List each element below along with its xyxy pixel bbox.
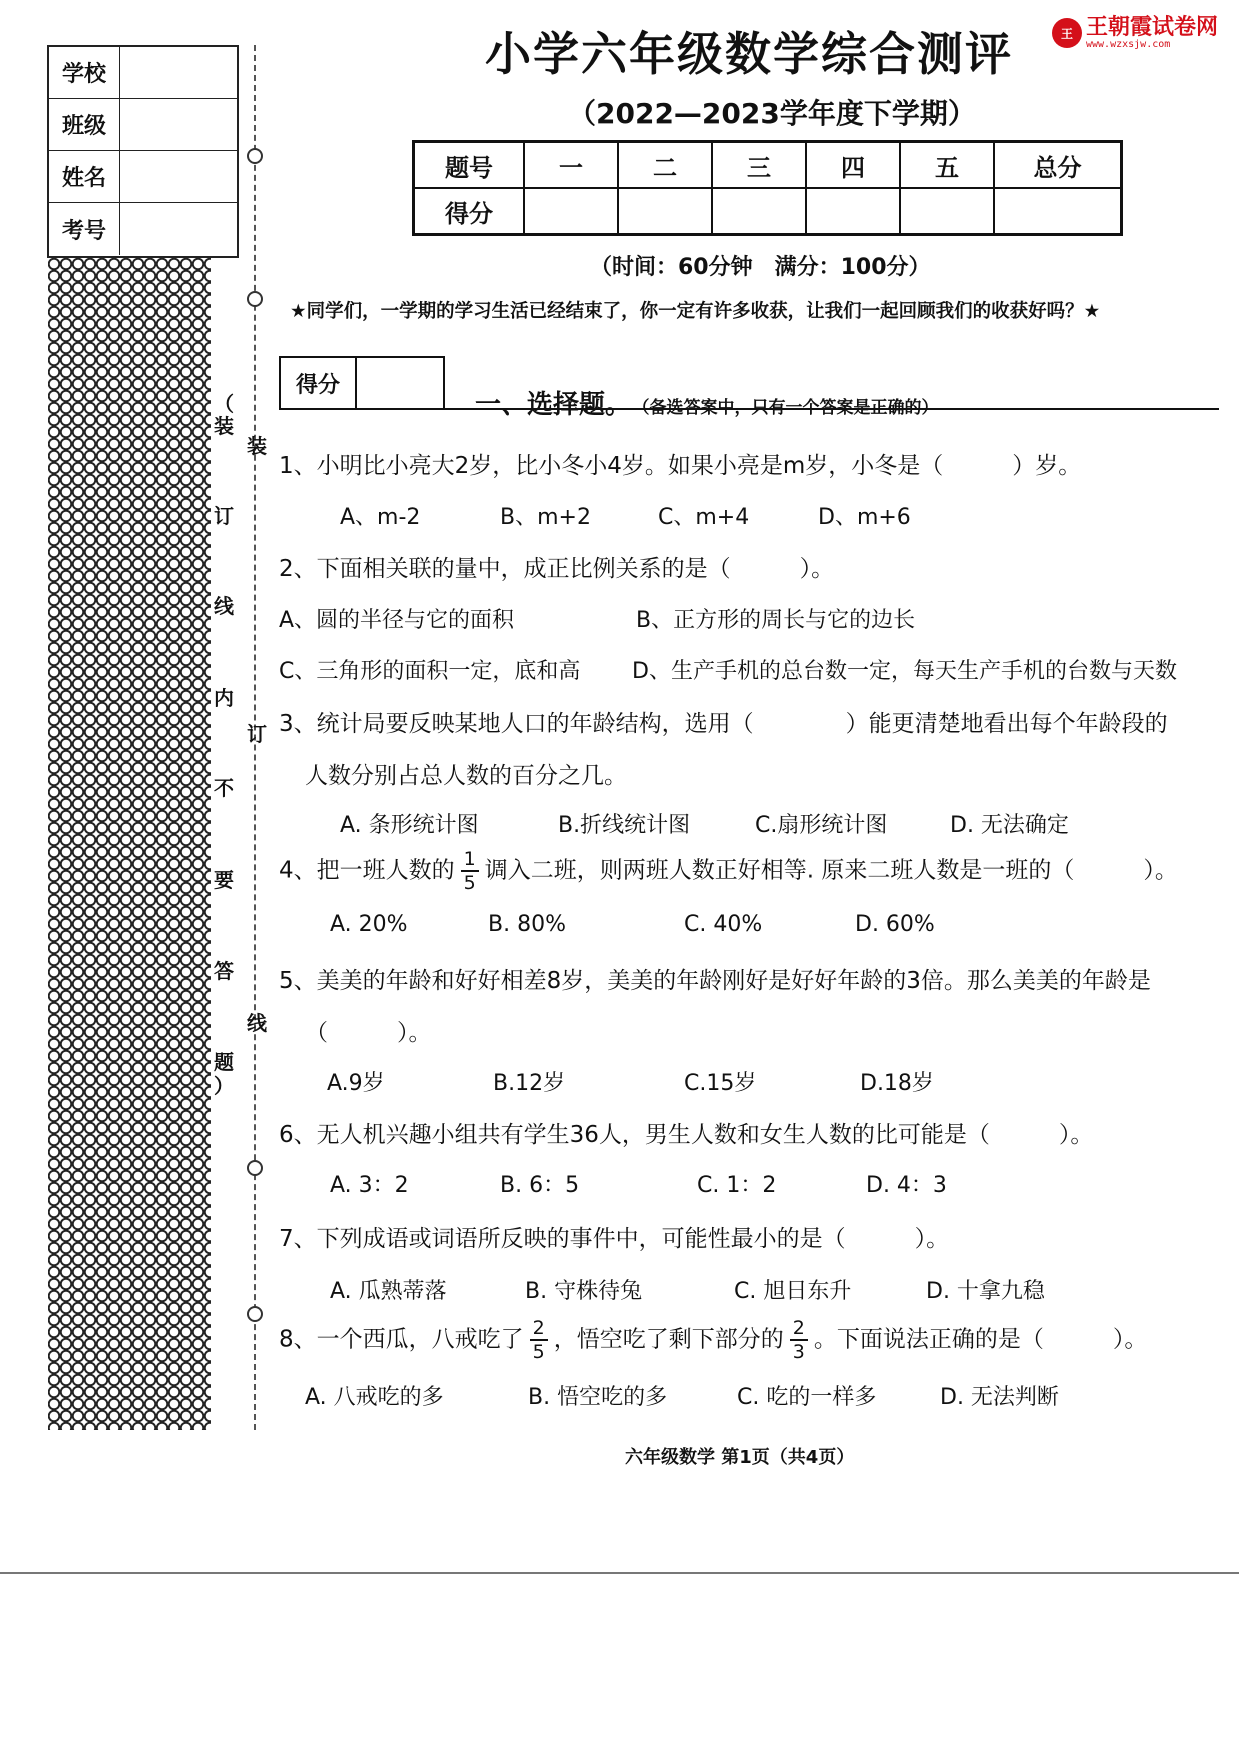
q7-option-a: A. 瓜熟蒂落 bbox=[330, 1279, 447, 1304]
q8-text-start: 8、一个西瓜，八戒吃了 bbox=[279, 1326, 524, 1353]
info-row-exam-number bbox=[49, 203, 237, 255]
section-score-field[interactable] bbox=[357, 358, 443, 408]
school-field[interactable] bbox=[120, 47, 237, 98]
q6-option-c: C. 1：2 bbox=[697, 1173, 777, 1198]
score-table-header: 总分 bbox=[994, 142, 1122, 189]
info-label-class: 班级 bbox=[49, 99, 120, 150]
q8-option-a: A. 八戒吃的多 bbox=[305, 1385, 444, 1410]
score-row-label: 得分 bbox=[414, 188, 525, 235]
question-1: 1、小明比小亮大2岁，比小冬小4岁。如果小亮是m岁，小冬是（ ）岁。 bbox=[279, 453, 1082, 479]
score-table-header: 三 bbox=[712, 142, 806, 189]
binding-char: 不 bbox=[214, 776, 234, 800]
binding-hole bbox=[247, 291, 263, 307]
q8-text-middle: ，悟空吃了剩下部分的 bbox=[553, 1326, 784, 1353]
q4-text-start: 4、把一班人数的 bbox=[279, 857, 455, 884]
binding-char: 装 bbox=[247, 434, 267, 458]
section-score-label: 得分 bbox=[281, 358, 357, 408]
q8-option-d: D. 无法判断 bbox=[940, 1385, 1059, 1410]
score-table-header: 四 bbox=[806, 142, 900, 189]
binding-char: 内 bbox=[214, 686, 234, 710]
q4-option-b: B. 80% bbox=[488, 912, 566, 937]
q4-fraction-denominator: 5 bbox=[463, 872, 476, 894]
q1-option-a: A、m-2 bbox=[340, 505, 421, 530]
q4-option-d: D. 60% bbox=[855, 912, 935, 937]
score-cell[interactable] bbox=[900, 188, 994, 235]
question-5: 5、美美的年龄和好好相差8岁，美美的年龄刚好是好好年龄的3倍。那么美美的年龄是 bbox=[279, 968, 1151, 994]
question-5-continued: （ ）。 bbox=[305, 1020, 432, 1046]
q3-option-a: A. 条形统计图 bbox=[340, 813, 479, 838]
binding-char: 线 bbox=[214, 594, 234, 618]
question-6: 6、无人机兴趣小组共有学生36人，男生人数和女生人数的比可能是（ ）。 bbox=[279, 1122, 1094, 1148]
q4-option-a: A. 20% bbox=[330, 912, 408, 937]
question-7: 7、下列成语或词语所反映的事件中，可能性最小的是（ ）。 bbox=[279, 1226, 950, 1252]
q1-option-c: C、m+4 bbox=[658, 505, 750, 530]
score-cell[interactable] bbox=[618, 188, 712, 235]
q8-fraction-2-numerator: 2 bbox=[790, 1317, 808, 1341]
binding-char: （ bbox=[214, 392, 234, 416]
q8-fraction-2 bbox=[790, 1317, 808, 1363]
score-cell[interactable] bbox=[524, 188, 618, 235]
name-field[interactable] bbox=[120, 151, 237, 202]
binding-char: ） bbox=[214, 1074, 234, 1098]
score-cell[interactable] bbox=[712, 188, 806, 235]
q8-option-b: B. 悟空吃的多 bbox=[528, 1385, 668, 1410]
score-table-header: 题号 bbox=[414, 142, 525, 189]
binding-char: 线 bbox=[247, 1011, 267, 1035]
q7-option-c: C. 旭日东升 bbox=[734, 1279, 852, 1304]
q6-option-d: D. 4：3 bbox=[866, 1173, 947, 1198]
section-note: （备选答案中，只有一个答案是正确的） bbox=[641, 398, 939, 418]
section-score-box bbox=[279, 356, 445, 410]
motto-text: ★同学们，一学期的学习生活已经结束了，你一定有许多收获，让我们一起回顾我们的收获好吗？★ bbox=[290, 301, 1101, 322]
binding-char: 要 bbox=[214, 868, 234, 892]
watermark-logo bbox=[1052, 16, 1218, 50]
q1-option-b: B、m+2 bbox=[500, 505, 591, 530]
q5-option-c: C.15岁 bbox=[684, 1071, 757, 1096]
question-3: 3、统计局要反映某地人口的年龄结构，选用（ ）能更清楚地看出每个年龄段的 bbox=[279, 711, 1168, 737]
binding-hole bbox=[247, 1160, 263, 1176]
question-2: 2、下面相关联的量中，成正比例关系的是（ ）。 bbox=[279, 556, 835, 582]
exam-meta: （时间：60分钟 满分：100分） bbox=[590, 255, 931, 280]
page-subtitle: （2022—2023学年度下学期） bbox=[568, 97, 976, 130]
info-label-school: 学校 bbox=[49, 47, 120, 98]
binding-circle-pattern bbox=[48, 258, 211, 1430]
binding-char: 题 bbox=[214, 1050, 234, 1074]
section-title bbox=[475, 384, 939, 421]
score-cell[interactable] bbox=[806, 188, 900, 235]
question-3-continued: 人数分别占总人数的百分之几。 bbox=[305, 763, 627, 789]
logo-url: www.wzxsjw.com bbox=[1086, 39, 1171, 50]
info-label-exam-number: 考号 bbox=[49, 203, 120, 255]
logo-seal-icon: 王 bbox=[1052, 18, 1082, 48]
score-table-header: 五 bbox=[900, 142, 994, 189]
q8-fraction-2-denominator: 3 bbox=[792, 1341, 805, 1363]
q4-fraction bbox=[461, 848, 479, 894]
binding-hole bbox=[247, 1306, 263, 1322]
page-footer: 六年级数学 第1页（共4页） bbox=[625, 1447, 855, 1468]
binding-char: 订 bbox=[247, 722, 267, 746]
score-cell[interactable] bbox=[994, 188, 1122, 235]
binding-char: 答 bbox=[214, 959, 234, 983]
scan-edge-line bbox=[0, 1572, 1239, 1574]
q5-option-d: D.18岁 bbox=[860, 1071, 934, 1096]
q3-option-b: B.折线统计图 bbox=[558, 813, 691, 838]
q1-option-d: D、m+6 bbox=[818, 505, 911, 530]
binding-hole bbox=[247, 148, 263, 164]
question-8 bbox=[279, 1317, 1147, 1363]
q8-option-c: C. 吃的一样多 bbox=[737, 1385, 877, 1410]
q2-option-a: A、圆的半径与它的面积 bbox=[279, 608, 515, 633]
info-row-school bbox=[49, 47, 237, 99]
score-table-score-row bbox=[414, 188, 1122, 235]
page-title: 小学六年级数学综合测评 bbox=[485, 27, 1013, 81]
q8-fraction-1 bbox=[530, 1317, 548, 1363]
q4-fraction-numerator: 1 bbox=[461, 848, 479, 872]
q8-fraction-1-denominator: 5 bbox=[532, 1341, 545, 1363]
exam-number-field[interactable] bbox=[120, 203, 237, 255]
info-row-name bbox=[49, 151, 237, 203]
binding-char: 订 bbox=[214, 504, 234, 528]
info-row-class bbox=[49, 99, 237, 151]
section-divider bbox=[279, 408, 1219, 410]
q7-option-d: D. 十拿九稳 bbox=[926, 1279, 1045, 1304]
score-table bbox=[412, 140, 1123, 236]
q6-option-b: B. 6：5 bbox=[500, 1173, 580, 1198]
q7-option-b: B. 守株待兔 bbox=[525, 1279, 643, 1304]
q6-option-a: A. 3：2 bbox=[330, 1173, 409, 1198]
score-table-header: 一 bbox=[524, 142, 618, 189]
q2-option-c: C、三角形的面积一定，底和高 bbox=[279, 659, 581, 684]
q4-option-c: C. 40% bbox=[684, 912, 763, 937]
q4-text-end: 调入二班，则两班人数正好相等. 原来二班人数是一班的（ ）。 bbox=[484, 857, 1178, 884]
q5-option-b: B.12岁 bbox=[493, 1071, 566, 1096]
q3-option-c: C.扇形统计图 bbox=[755, 813, 888, 838]
q3-option-d: D. 无法确定 bbox=[950, 813, 1069, 838]
logo-name: 王朝霞试卷网 bbox=[1086, 15, 1219, 40]
q2-option-b: B、正方形的周长与它的边长 bbox=[636, 608, 916, 633]
q2-option-d: D、生产手机的总台数一定，每天生产手机的台数与天数 bbox=[632, 659, 1177, 684]
student-info-box bbox=[47, 45, 239, 258]
score-table-header: 二 bbox=[618, 142, 712, 189]
section-title-text: 一、选择题。 bbox=[475, 390, 632, 420]
class-field[interactable] bbox=[120, 99, 237, 150]
q8-fraction-1-numerator: 2 bbox=[530, 1317, 548, 1341]
binding-char: 装 bbox=[214, 414, 234, 438]
question-4 bbox=[279, 848, 1178, 894]
q8-text-end: 。下面说法正确的是（ ）。 bbox=[813, 1326, 1148, 1353]
score-table-header-row bbox=[414, 142, 1122, 189]
q5-option-a: A.9岁 bbox=[327, 1071, 385, 1096]
info-label-name: 姓名 bbox=[49, 151, 120, 202]
